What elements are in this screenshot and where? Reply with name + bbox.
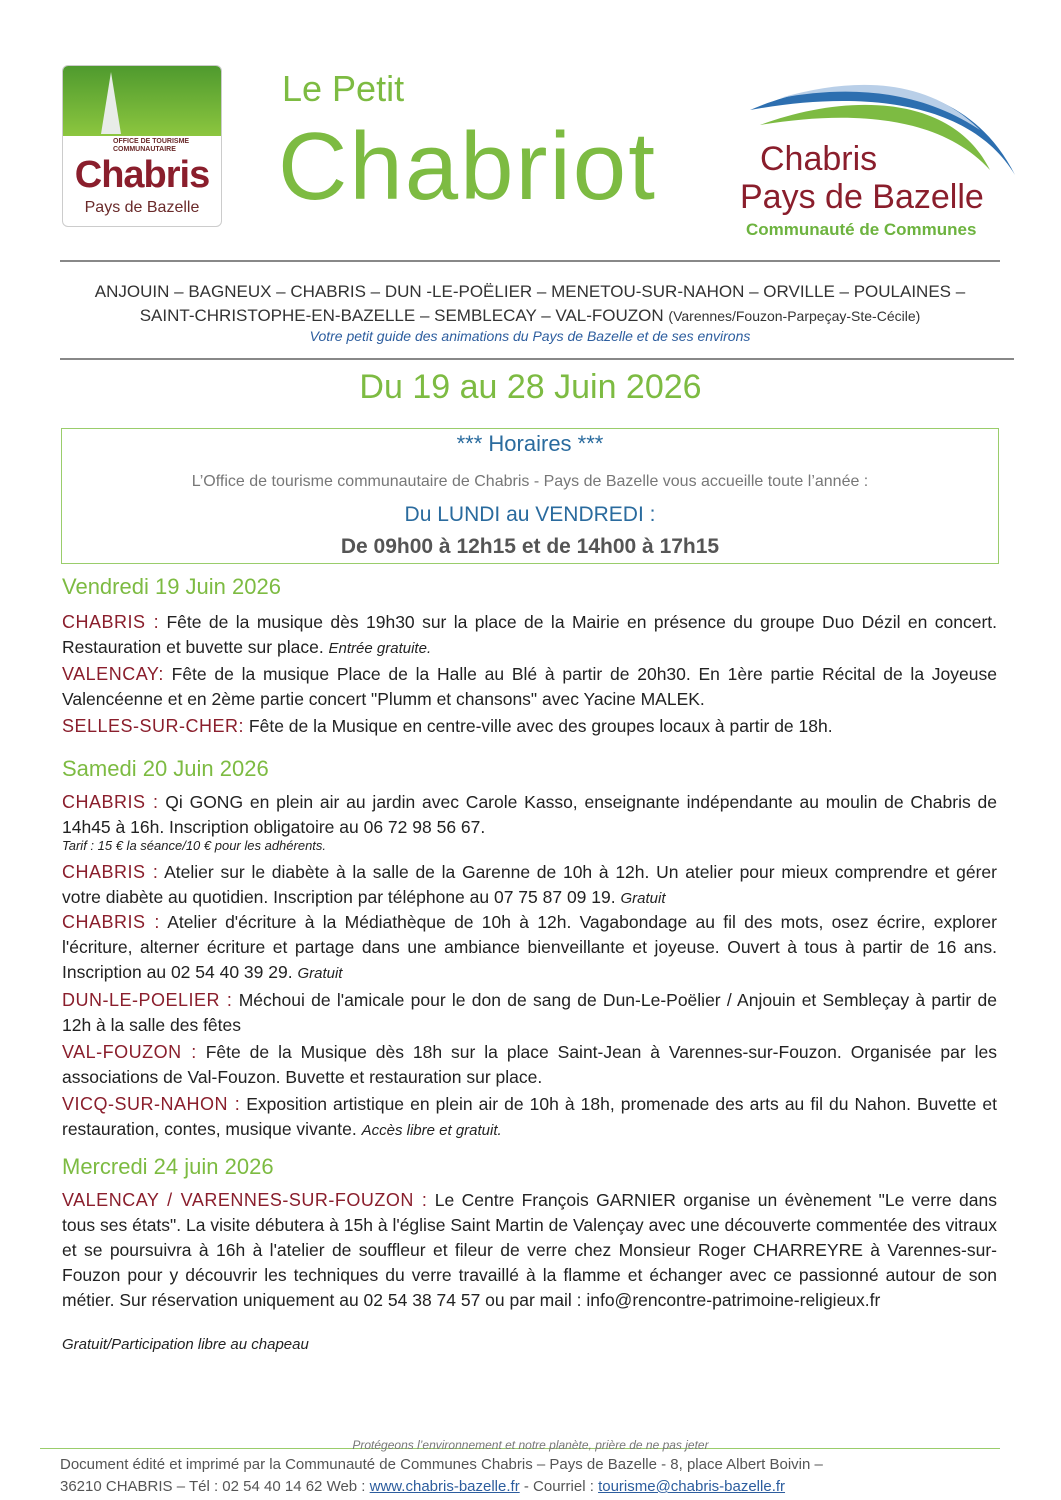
footer-courriel: - Courriel : xyxy=(519,1478,599,1495)
event xyxy=(62,1188,997,1313)
event xyxy=(62,1092,997,1143)
page-title: Chabriot xyxy=(278,113,657,220)
horaires-times: De 09h00 à 12h15 et de 14h00 à 17h15 xyxy=(340,535,720,558)
logo-right-line2: Pays de Bazelle xyxy=(740,178,984,216)
church-steeple-icon xyxy=(101,72,121,134)
logo-office-tourisme xyxy=(62,65,222,227)
communes-line2: SAINT-CHRISTOPHE-EN-BAZELLE – SEMBLECAY – VAL-FOUZON xyxy=(139,306,664,325)
event-location: CHABRIS : xyxy=(62,862,159,882)
logo-right-line1: Chabris xyxy=(760,140,878,178)
horaires-box xyxy=(61,428,999,564)
event xyxy=(62,860,997,911)
day-heading: Vendredi 19 Juin 2026 xyxy=(62,574,281,599)
footer-eco: Protégeons l’environnement et notre planète, prière de ne pas jeter xyxy=(352,1438,709,1452)
footer-address: 36210 CHABRIS – Tél : 02 54 40 14 62 Web : xyxy=(60,1478,370,1495)
communes-line2-wrap xyxy=(60,304,1000,328)
logo-communaute xyxy=(740,70,1030,240)
website-link[interactable]: www.chabris-bazelle.fr xyxy=(369,1478,520,1495)
event-location: VAL-FOUZON : xyxy=(62,1042,197,1062)
event xyxy=(62,910,997,986)
event-text: Méchoui de l'amicale pour le don de sang de Dun-Le-Poëlier / Anjouin et Sembleçay à partir de 12h à la salle des fêtes xyxy=(62,990,997,1035)
logo-office-text: OFFICE DE TOURISME COMMUNAUTAIRE xyxy=(113,138,190,153)
logo-name: Chabris xyxy=(74,154,210,196)
footer-info xyxy=(60,1454,1000,1498)
event xyxy=(62,714,997,739)
date-range: Du 19 au 28 Juin 2026 xyxy=(359,368,702,406)
horaires-intro: L’Office de tourisme communautaire de Chabris - Pays de Bazelle vous accueille toute l’année : xyxy=(191,473,869,490)
email-link[interactable]: tourisme@chabris-bazelle.fr xyxy=(598,1478,786,1495)
event xyxy=(62,790,997,840)
event-text: Fête de la musique Place de la Halle au Blé à partir de 20h30. En 1ère partie Récital de la Joyeuse Valencéenne et en 2ème partie concert "Plumm et chansons" avec Yacine MALEK. xyxy=(62,664,997,709)
event-text: Fête de la Musique dès 18h sur la place Saint-Jean à Varennes-sur-Fouzon. Organisée par les associations de Val-Fouzon. Buvette et restauration sur place. xyxy=(62,1042,997,1087)
logo-right-line3: Communauté de Communes xyxy=(746,220,977,239)
event-tarif: Tarif : 15 € la séance/10 € pour les adhérents. xyxy=(62,838,327,853)
tagline: Votre petit guide des animations du Pays de Bazelle et de ses environs xyxy=(309,328,751,344)
event-location: VALENCAY / VARENNES-SUR-FOUZON : xyxy=(62,1190,428,1210)
divider xyxy=(60,260,1000,262)
event-note: Gratuit/Participation libre au chapeau xyxy=(62,1336,309,1353)
horaires-days: Du LUNDI au VENDREDI : xyxy=(404,503,656,526)
event-text: Qi GONG en plein air au jardin avec Carole Kasso, enseignante indépendante au moulin de Chabris de 14h45 à 16h. Inscription obligatoire au 06 72 98 56 67. xyxy=(62,792,997,837)
event-location: VICQ-SUR-NAHON : xyxy=(62,1094,241,1114)
communes-line1: ANJOUIN – BAGNEUX – CHABRIS – DUN -LE-POËLIER – MENETOU-SUR-NAHON – ORVILLE – POULAINES – xyxy=(94,282,966,301)
event-text: Fête de la musique dès 19h30 sur la place de la Mairie en présence du groupe Duo Dézil en concert. Restauration et buvette sur place. xyxy=(62,612,997,657)
event-location: CHABRIS : xyxy=(62,912,160,932)
logo-sub: Pays de Bazelle xyxy=(84,199,200,216)
event xyxy=(62,610,997,661)
event-location: CHABRIS : xyxy=(62,792,159,812)
event-location: VALENCAY: xyxy=(62,664,164,684)
event-note: Entrée gratuite. xyxy=(328,640,432,657)
event-note: Accès libre et gratuit. xyxy=(361,1122,502,1139)
event xyxy=(62,988,997,1038)
horaires-heading: *** Horaires *** xyxy=(456,431,604,456)
event-text: Atelier sur le diabète à la salle de la Garenne de 10h à 12h. Un atelier pour mieux comprendre et gérer votre diabète au quotidien. Inscription par téléphone au 07 75 87 09 19. xyxy=(62,862,997,907)
event-location: SELLES-SUR-CHER: xyxy=(62,716,245,736)
title-small: Le Petit xyxy=(282,68,405,109)
day-heading: Samedi 20 Juin 2026 xyxy=(62,756,269,781)
day-heading: Mercredi 24 juin 2026 xyxy=(62,1154,274,1179)
event-text: Fête de la Musique en centre-ville avec des groupes locaux à partir de 18h. xyxy=(244,716,833,736)
divider xyxy=(60,358,1014,360)
event xyxy=(62,662,997,712)
footer-line1: Document édité et imprimé par la Communauté de Communes Chabris – Pays de Bazelle - 8, place Albert Boivin – xyxy=(60,1456,823,1473)
event-location: DUN-LE-POELIER : xyxy=(62,990,233,1010)
event-note: Gratuit xyxy=(297,965,343,982)
communes-list xyxy=(60,280,1000,328)
event xyxy=(62,1040,997,1090)
communes-line2-small: (Varennes/Fouzon-Parpeçay-Ste-Cécile) xyxy=(668,308,921,324)
event-text: Le Centre François GARNIER organise un évènement "Le verre dans tous ses états". La visite débutera à 15h à l'église Saint Martin de Valençay avec une découverte commentée des vitraux et se poursuivra à 16h à l'atelier de souffleur et fileur de verre chez Monsieur Roger CHARREYRE à Varennes-sur-Fouzon pour y découvrir les techniques du verre travaillé à la flamme et échanger avec ce passionné autour de son métier. Sur réservation uniquement au 02 54 38 74 57 ou par mail : info@rencontre-patrimoine-religieux.fr xyxy=(62,1190,998,1310)
event-text: Atelier d'écriture à la Médiathèque de 10h à 12h. Vagabondage au fil des mots, osez écrire, explorer l'écriture, alterner écriture et partage dans une ambiance bienveillante et joyeuse. Ouvert à tous à partir de 16 ans. Inscription au 02 54 40 39 29. xyxy=(62,912,997,982)
event-location: CHABRIS : xyxy=(62,612,160,632)
event-note: Gratuit xyxy=(620,890,666,907)
footer-line2 xyxy=(60,1476,1000,1498)
event-text: Exposition artistique en plein air de 10h à 18h, promenade des arts au fil du Nahon. Buvette et restauration, contes, musique vivante. xyxy=(62,1094,997,1139)
